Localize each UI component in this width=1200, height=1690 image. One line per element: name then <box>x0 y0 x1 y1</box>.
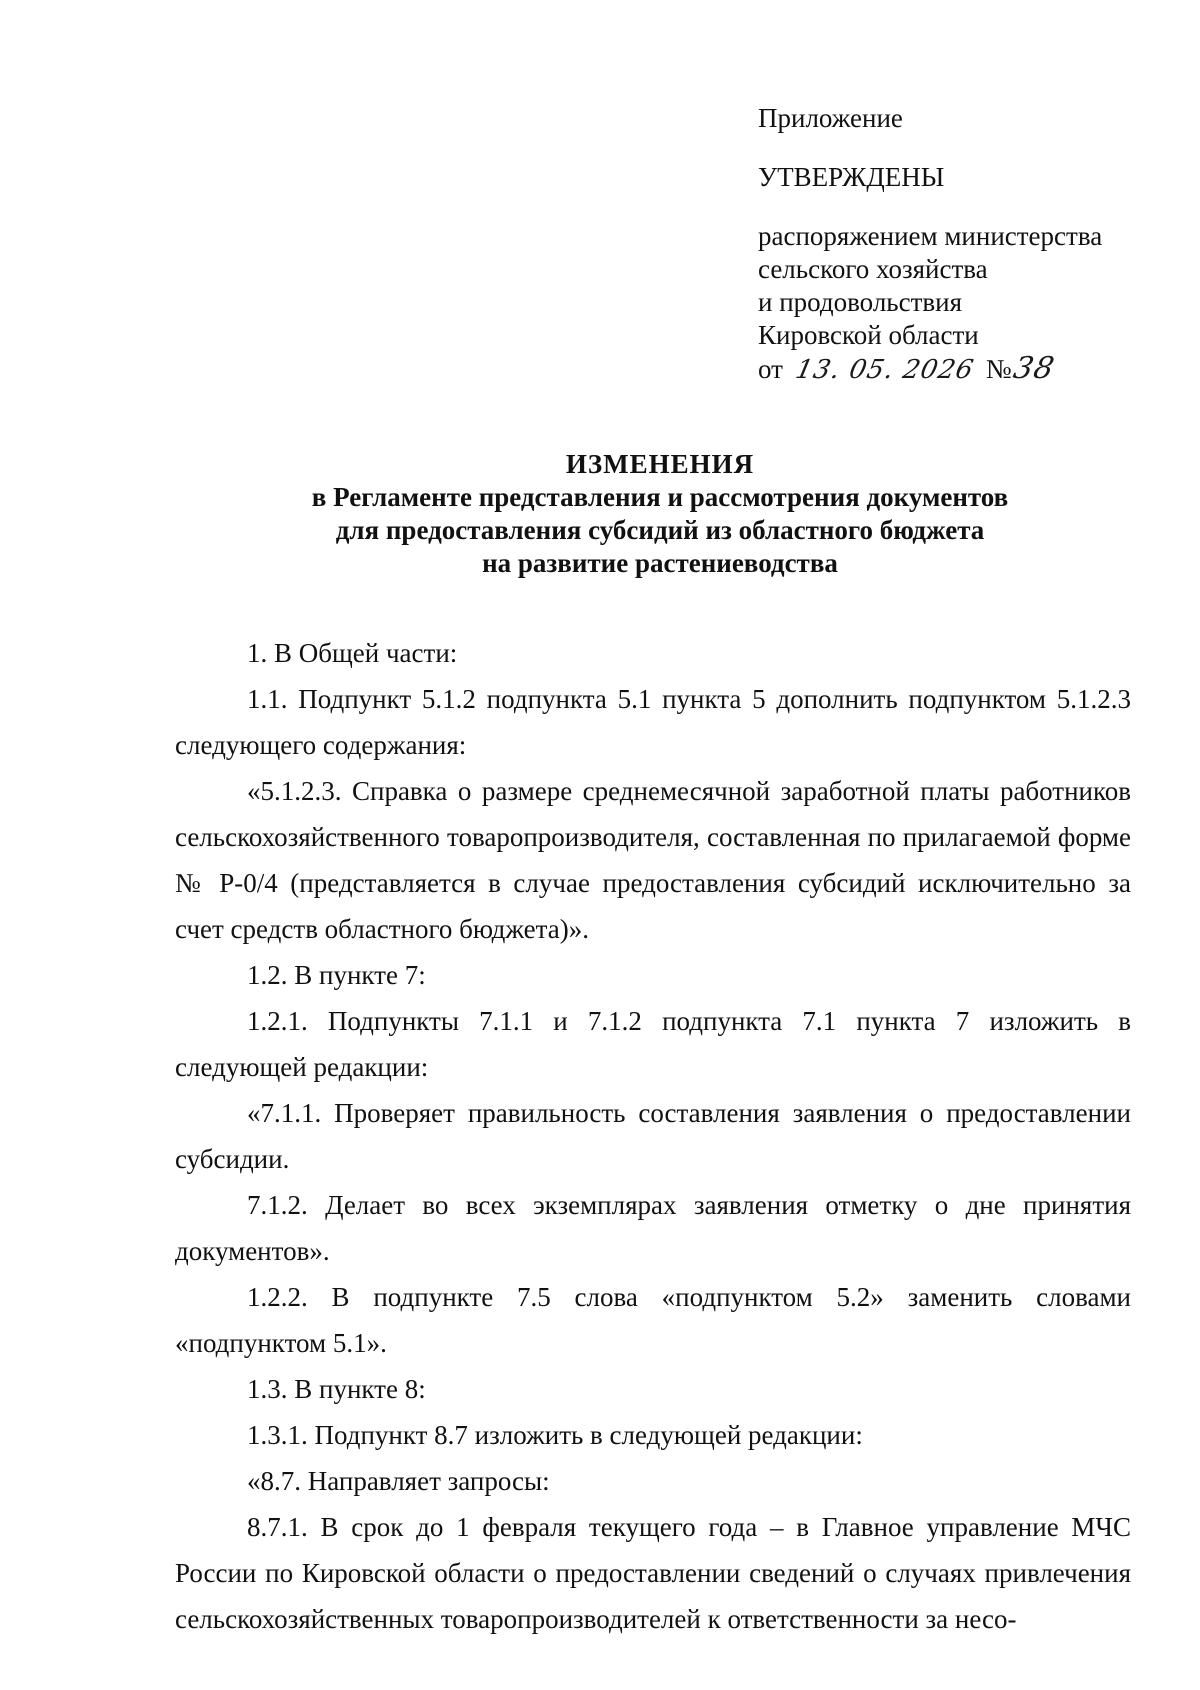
approval-block <box>758 102 1178 387</box>
paragraph: 1.2.1. Подпункты 7.1.1 и 7.1.2 подпункта 7.1 пункта 7 изложить в следующей редакции: <box>175 1006 1131 1082</box>
paragraph: 1.3.1. Подпункт 8.7 изложить в следующей редакции: <box>247 1420 863 1450</box>
paragraph: 1. В Общей части: <box>247 638 458 668</box>
approval-line: сельского хозяйства <box>758 254 988 284</box>
handwritten-number: 38 <box>1009 351 1058 386</box>
date-prefix: от <box>758 354 783 384</box>
document-title <box>120 448 1200 580</box>
paragraph: «5.1.2.3. Справка о размере среднемесячной заработной платы работников сельскохозяйственного товаропроизводителя, составленная по прилагаемой форме № Р-0/4 (представляется в случае предоставления субсидий исключительно за счет средств областного бюджета)». <box>175 776 1131 944</box>
title-main: ИЗМЕНЕНИЯ <box>565 449 755 479</box>
approval-line: Кировской области <box>758 320 979 350</box>
paragraph: 1.2. В пункте 7: <box>247 960 426 990</box>
paragraph: 1.2.2. В подпункте 7.5 слова «подпунктом 5.2» заменить словами «подпунктом 5.1». <box>175 1282 1131 1358</box>
paragraph: 1.1. Подпункт 5.1.2 подпункта 5.1 пункта 5 дополнить подпунктом 5.1.2.3 следующего содержания: <box>175 684 1131 760</box>
appendix-label: Приложение <box>758 103 903 133</box>
title-line: для предоставления субсидий из областного бюджета <box>335 515 985 545</box>
approval-line: и продовольствия <box>758 287 963 317</box>
approved-label: УТВЕРЖДЕНЫ <box>758 162 945 192</box>
paragraph: «7.1.1. Проверяет правильность составления заявления о предоставлении субсидии. <box>175 1098 1131 1174</box>
approval-date-line <box>758 352 1178 387</box>
paragraph: 8.7.1. В срок до 1 февраля текущего года – в Главное управление МЧС России по Кировской области о предоставлении сведений о случаях привлечения сельскохозяйственных товаропроизводителей к ответственности за несо- <box>175 1512 1131 1634</box>
paragraph: 1.3. В пункте 8: <box>247 1374 426 1404</box>
paragraph: 7.1.2. Делает во всех экземплярах заявления отметку о дне принятия документов». <box>175 1190 1131 1266</box>
document-body <box>175 630 1131 1642</box>
paragraph: «8.7. Направляет запросы: <box>247 1466 550 1496</box>
title-line: в Регламенте представления и рассмотрения документов <box>311 482 1009 512</box>
approval-line: распоряжением министерства <box>758 221 1103 251</box>
handwritten-date: 13. 05. 2026 <box>792 355 977 385</box>
title-line: на развитие растениеводства <box>482 548 838 578</box>
number-prefix: № <box>985 354 1012 384</box>
